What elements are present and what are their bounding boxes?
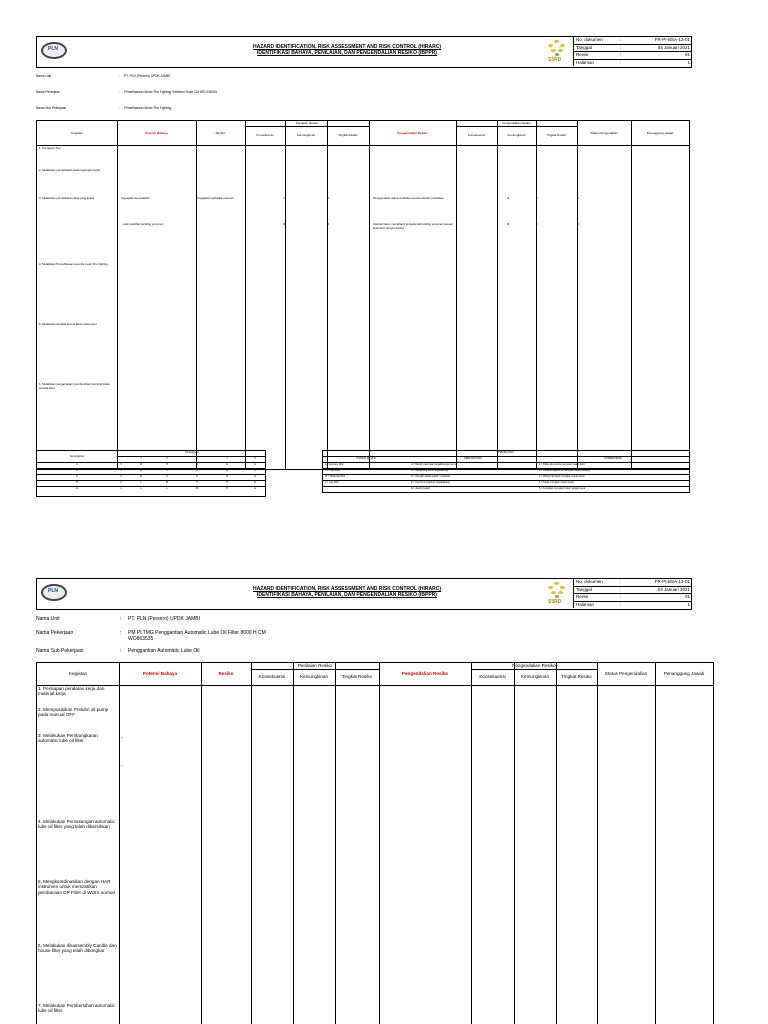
table-cell: Kegagalan kemudahan	[121, 196, 150, 200]
col-pengendalian-group: Pengendalian Resiko	[502, 121, 531, 125]
table-cell: -	[121, 735, 123, 740]
s5rd-logo: S5RD	[545, 39, 569, 65]
table-cell: B	[577, 196, 579, 200]
matrix-row: D 2 L M H H E	[37, 480, 265, 487]
sheet-page-1	[0, 28, 768, 518]
matrix-row: C 3 M H H E E	[37, 474, 265, 481]
table-row: 2. Memposisikan Prelubri oil pump pada manual OFF	[38, 707, 109, 718]
table-row: 7. Melakukan Pembersihan automatic lube oil filter	[38, 1003, 115, 1014]
table-row: 6. Melakukan disassembly Candle dan house filter yang telah dibongkar	[38, 943, 117, 954]
table-cell: II	[283, 196, 285, 200]
table-row: 5. Melakukan kembali semua label pada panel	[39, 322, 97, 326]
table-row: 6. Melakukan pengamanan (pembersihan) kembali lokasi semula label	[39, 382, 110, 390]
table-row: 3. Melakukan Pembongkaran automatic lube oil filter	[38, 733, 98, 744]
document-title: HAZARD IDENTIFICATION, RISK ASSESSMENT AND RISK CONTROL (HIRARC) IDENTIFIKASI BAHAYA, PENILAIAN, DAN PENGENDALIAN RESIKO (IBPPR)	[252, 586, 442, 598]
col-resiko: Resiko	[215, 131, 226, 135]
col-resiko: Resiko	[218, 671, 234, 676]
col-kemungkinan-2: Kemungkinan	[520, 674, 550, 679]
table-cell: III	[283, 222, 286, 226]
col-pj: Penanggung Jawab	[646, 131, 674, 135]
explanation-row: L = Low Risk D = Kecil kemungkinan terjadi/jarang 4 = Cacat, kerugian materi besar	[323, 480, 689, 487]
col-pengendalian-group: Pengendalian Resiko	[512, 663, 556, 668]
table-cell: Arah tetudhan tersiling penumen	[123, 222, 164, 226]
col-penilaian: Penilaian Resiko	[295, 121, 319, 125]
explanation-title: PENJELASAN	[498, 451, 514, 454]
table-cell: I	[537, 222, 538, 226]
explanation-row: H = High Risk B = Cenderung untuk terjadi/sering 2 = Cedera ringan/P3K, kerugian materi sedang	[323, 468, 689, 475]
table-row: 1. Persiapan Tool	[39, 146, 61, 150]
col-kemungkinan: Kemungkinan	[299, 674, 329, 679]
col-pengendalian: Pengendalian Resiko	[401, 671, 449, 676]
document-header-2	[36, 578, 692, 610]
col-tingkat-2: Tingkat Resiko	[561, 674, 592, 679]
matrix-row: B 4 M H E E E	[37, 468, 265, 475]
col-kemungkinan-2: Kemungkinan	[507, 133, 526, 137]
pln-logo: PLN	[41, 40, 69, 62]
col-konsekuensi: Konsekuensi	[256, 133, 274, 137]
table-cell: -	[121, 763, 123, 768]
table-row: 5. Mengkoordinasikan dengan HAR instrumen untuk memastikan pembacaan DP Filter di WOIS normal	[38, 879, 115, 895]
table-cell: B	[327, 196, 329, 200]
col-tingkat-2: Tingkat Resiko	[546, 133, 567, 137]
job-info: Nama Unit : PT. PLN (Persero) UPDK JAMBI Nama Pekerjaan : Pemeliharaan Motor Fire Fighting Sebelum Dose CM WO-006025 Nama Sub Pekerjaan : Pemeliharaan Motor Fire Fighting	[36, 74, 218, 110]
document-title: HAZARD IDENTIFICATION, RISK ASSESSMENT AND RISK CONTROL (HIRARC) IDENTIFIKASI BAHAYA, PENILAIAN, DAN PENGENDALIAN RESIKO (IBPPR)	[252, 44, 442, 56]
table-cell: B	[577, 222, 579, 226]
table-row: 1. Persiapan peralatan kerja dan material kerja	[38, 686, 105, 697]
table-cell: B	[327, 222, 329, 226]
explanation-row: E = Extreme Risk A = Hampir pasti akan terjadi/sangat sering 1 = Tidak ada cedera, kerugian materi kecil	[323, 462, 689, 469]
col-potensi: Potensi Bahaya	[145, 131, 168, 135]
hirarc-table	[36, 120, 690, 470]
col-kegiatan: Kegiatan	[71, 131, 83, 135]
explanation-row: M = Moderate Risk C = Mungkin dapat terjadi / moderate 3 = Hilang hari kerja, kerugian cukup besar	[323, 474, 689, 481]
matrix-row: E 1 L L M H E	[37, 486, 265, 493]
table-cell: Kegagalan perbaikan sebuah	[197, 196, 234, 200]
table-row: 3. Melakukan pemeriksaan daya yang keluar	[39, 196, 95, 200]
table-row: 2. Melakukan pemeriksaan pada tegangan suplai	[39, 168, 100, 172]
hirarc-table-2	[36, 662, 714, 1024]
job-info-2: Nama Unit : PT. PLN (Persero) UPDK JAMBI Nama Pekerjaan : PM PLTMG Penggantian Automatic Lube Oil Filter 8000 H CM WO863535 Nama Sub Pekerjaan : Penggantian Automatic Lube Oil	[36, 616, 266, 654]
col-konsekuensi-2: Konsekuensi	[467, 133, 486, 137]
table-cell: I	[537, 196, 538, 200]
col-status: Status Pengendalian	[590, 131, 618, 135]
matrix-row: A 5 M H E E E	[37, 462, 265, 469]
matrix-kemungkinan-label: Kemungkinan	[69, 455, 85, 458]
table-row: 4. Melakukan Pemeliharaan Aerodra motor Fire fighting	[39, 262, 108, 266]
col-konsekuensi: Konsekuensi	[258, 674, 286, 679]
explanation-table: PENJELASAN TINGKAT RESIKO KEMUNGKINAN KONSEKUENSI E = Extreme Risk A = Hampir pasti akan terjadi/sangat sering 1 = Tidak ada cedera, kerugian materi kecil H = High Risk B = Cenderung untuk terjadi/sering 2 = Cedera ringan/P3K, kerugian materi sedang M = Moderate Risk C = Mungkin dapat terjadi / moderate 3 = Hilang hari kerja, kerugian cukup besar L = Low Risk D = Kecil kemungkinan terjadi/jarang 4 = Cacat, kerugian materi besar E = Jarang terjadi 5 = Kematian, kerugian materi sangat besar	[322, 450, 690, 493]
col-pengendalian: Pengendalian Resiko	[397, 131, 428, 135]
table-row: 4. Melakukan Pemasangan automatic lube oil filter yang telah dibersihkan	[38, 819, 115, 830]
pln-logo: PLN	[41, 582, 69, 604]
table-cell: Operasi harus memahami prosedurnal tersiling penumen sesuai ketentuan dengan kantor	[373, 222, 453, 230]
explanation-row: E = Jarang terjadi 5 = Kematian, kerugian materi sangat besar	[323, 486, 689, 493]
table-cell: III	[507, 222, 510, 226]
document-meta: No. dokumen : FR-PI-BSA-13-01 Tanggal : 04 Januari 2021 Revisi : 01 Halaman : 1	[573, 37, 692, 66]
col-tingkat: Tingkat Resiko	[338, 133, 358, 137]
col-potensi: Potensi Bahaya	[142, 671, 178, 676]
sheet-page-2	[0, 576, 768, 1024]
matrix-konsekuensi-label: Konsekuensi	[185, 451, 199, 454]
col-tingkat: Tingkat Resiko	[341, 674, 373, 679]
col-penilaian: Penilaian Resiko	[297, 663, 333, 668]
col-kegiatan: Kegiatan	[68, 671, 88, 676]
table-cell: Menggunakan alat kemudahan secara standar perbaikan	[373, 196, 444, 200]
document-meta: No. dokumen : FR-PI-BSA-13-01 Tanggal : 04 Januari 2021 Revisi : 01 Halaman : 1	[573, 579, 692, 608]
s5rd-logo: S5RD	[545, 581, 569, 607]
document-header	[36, 36, 692, 68]
table-cell: III	[507, 196, 510, 200]
col-pj: Penanggung Jawab	[663, 671, 705, 676]
col-konsekuensi-2: Konsekuensi	[479, 674, 506, 679]
risk-matrix: Kemungkinan Konsekuensi 1 2 3 4 5 A 5 M H E E E B 4 M H E E E C 3 M H H E E D 2 L M H H E E 1 L L M H E	[36, 450, 266, 497]
col-status: Status Pengendalian	[604, 671, 648, 676]
col-kemungkinan: Kemungkinan	[296, 133, 316, 137]
